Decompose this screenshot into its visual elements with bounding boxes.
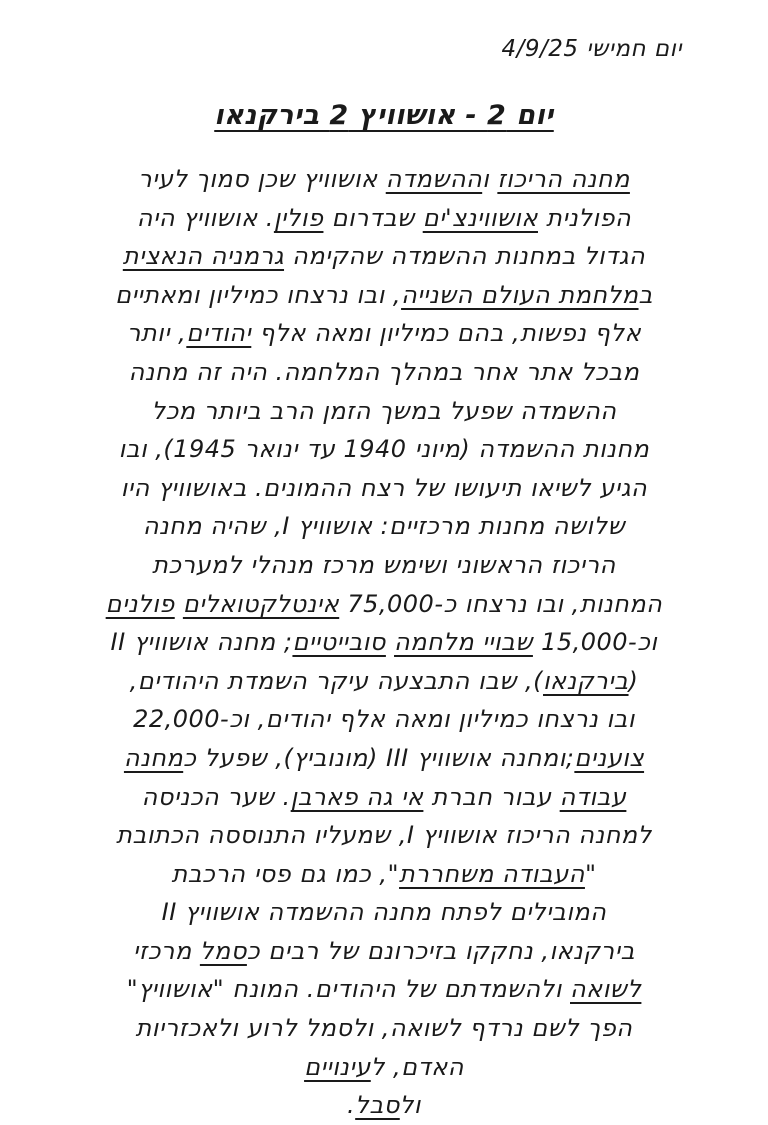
text-segment: המובילים לפתח מחנה ההשמדה אושוויץ II bbox=[161, 898, 607, 927]
text-segment: אושוויץ שכן סמוך לעיר bbox=[138, 165, 386, 193]
underlined-term: אינטלקטואלים bbox=[182, 589, 340, 618]
text-line bbox=[50, 392, 718, 431]
underlined-term: סמל bbox=[199, 936, 247, 965]
text-line bbox=[50, 816, 718, 855]
text-segment: עבור חברת bbox=[423, 782, 560, 811]
date-line: יום חמישי 4/9/25 bbox=[501, 36, 682, 62]
text-segment: הגיע לשיאו תיעושו של רצח ההמונים. באושוויץ היו bbox=[120, 473, 648, 502]
text-line bbox=[50, 739, 718, 778]
text-segment: ולהשמדתם של היהודים. המונח "אושוויץ" bbox=[126, 975, 570, 1004]
text-line bbox=[50, 469, 718, 508]
text-segment: , ובו נרצחו כמיליון ומאתיים bbox=[115, 280, 402, 309]
underlined-term: העבודה משחררת bbox=[399, 859, 585, 888]
text-segment: ו bbox=[482, 165, 498, 193]
text-line bbox=[50, 546, 718, 585]
text-line bbox=[50, 700, 718, 739]
text-line bbox=[50, 430, 718, 469]
text-segment: מרכזי bbox=[133, 936, 200, 965]
underlined-term: שבויי מלחמה bbox=[394, 628, 533, 657]
text-line bbox=[50, 237, 718, 276]
text-line bbox=[50, 855, 718, 894]
text-segment: וכ-15,000 bbox=[532, 628, 658, 657]
underlined-term: ההשמדה bbox=[385, 165, 483, 193]
text-line bbox=[50, 1009, 718, 1048]
text-segment: האדם, ל bbox=[370, 1052, 464, 1081]
underlined-term: מחנה bbox=[123, 743, 184, 772]
text-segment: ", כמו גם פסי הרכבת bbox=[171, 859, 400, 888]
text-segment: . bbox=[347, 1091, 356, 1120]
underlined-term: יהודים bbox=[186, 319, 252, 348]
text-line bbox=[50, 276, 718, 315]
underlined-term: לשואה bbox=[570, 975, 642, 1004]
text-segment: . אושוויץ היה bbox=[136, 203, 274, 232]
text-line bbox=[50, 353, 718, 392]
text-segment: ול bbox=[399, 1091, 421, 1120]
text-segment: המחנות, ובו נרצחו כ-75,000 bbox=[339, 589, 663, 618]
underlined-term: עבודה bbox=[559, 782, 627, 811]
text-segment: ; מחנה אושוויץ II bbox=[110, 628, 293, 657]
text-segment: הפולנית bbox=[537, 203, 632, 232]
text-segment: ב bbox=[638, 280, 653, 309]
text-line bbox=[50, 1048, 718, 1087]
underlined-term: פולנים bbox=[105, 589, 175, 618]
text-line bbox=[50, 893, 718, 932]
text-line bbox=[50, 623, 718, 662]
text-line bbox=[50, 160, 718, 199]
text-line bbox=[50, 507, 718, 546]
underlined-term: פולין bbox=[273, 203, 324, 232]
text-line bbox=[50, 932, 718, 971]
handwritten-paragraph bbox=[50, 160, 718, 1125]
underlined-term: מלחמת העולם השנייה bbox=[401, 280, 639, 309]
underlined-term: אי גה פארבן bbox=[290, 782, 424, 811]
text-segment: בירקנאו, נחקקו בזיכרונם של רבים כ bbox=[246, 936, 635, 965]
text-segment: שלושה מחנות מרכזיים: אושוויץ I, שהיה מחנה bbox=[142, 512, 626, 541]
text-line bbox=[50, 778, 718, 817]
text-line bbox=[50, 314, 718, 353]
underlined-term: מחנה הריכוז bbox=[497, 165, 630, 193]
underlined-term: צוענים bbox=[574, 743, 645, 772]
underlined-term: גרמניה הנאצית bbox=[122, 242, 285, 271]
text-segment: " bbox=[584, 859, 597, 888]
underlined-term: בירקנאו bbox=[543, 666, 629, 695]
text-line bbox=[50, 585, 718, 624]
text-line bbox=[50, 199, 718, 238]
text-line bbox=[50, 1086, 718, 1125]
text-segment: אלף נפשות, בהם כמיליון ומאה אלף bbox=[251, 319, 642, 348]
underlined-term: סובייטיים bbox=[292, 628, 386, 657]
text-segment: ( bbox=[628, 666, 639, 695]
text-segment: מבכל אתר אחר במהלך המלחמה. היה זה מחנה bbox=[128, 357, 640, 386]
text-segment: ), שבו התבצעה עיקר השמדת היהודים, bbox=[129, 666, 544, 695]
text-segment: ובו נרצחו כמיליון ומאה אלף יהודים, וכ-22,000 bbox=[133, 705, 635, 734]
text-segment bbox=[175, 590, 183, 618]
text-segment: הפך לשם נרדף לשואה, ולסמל לרוע ולאכזריות bbox=[135, 1014, 633, 1043]
underlined-term: סבל bbox=[355, 1091, 400, 1120]
underlined-term: אושווינצ'ים bbox=[422, 203, 538, 232]
text-segment: הגדול במחנות ההשמדה שהקימה bbox=[284, 242, 646, 271]
text-line bbox=[50, 662, 718, 701]
text-segment: מחנות ההשמדה (מיוני 1940 עד ינואר 1945), ובו bbox=[118, 435, 650, 464]
text-segment bbox=[386, 628, 394, 656]
text-line bbox=[50, 970, 718, 1009]
text-segment: שבדרום bbox=[323, 203, 423, 232]
page-title: יום 2 - אושוויץ 2 בירקנאו bbox=[214, 100, 554, 131]
text-segment: ההשמדה שפעל במשך הזמן הרב ביותר מכל bbox=[151, 396, 617, 425]
text-segment: . שער הכניסה bbox=[141, 782, 291, 811]
text-segment: הריכוז הראשוני ושימש מרכז מנהלי למערכת bbox=[152, 550, 616, 579]
underlined-term: עינויים bbox=[304, 1052, 371, 1081]
text-segment: , יותר bbox=[126, 319, 187, 348]
text-segment: ;ומחנה אושוויץ III (מונוביץ), שפעל כ bbox=[183, 743, 575, 772]
text-segment: למחנה הריכוז אושוויץ I, שמעליו התנוססה הכתובת bbox=[116, 821, 652, 850]
